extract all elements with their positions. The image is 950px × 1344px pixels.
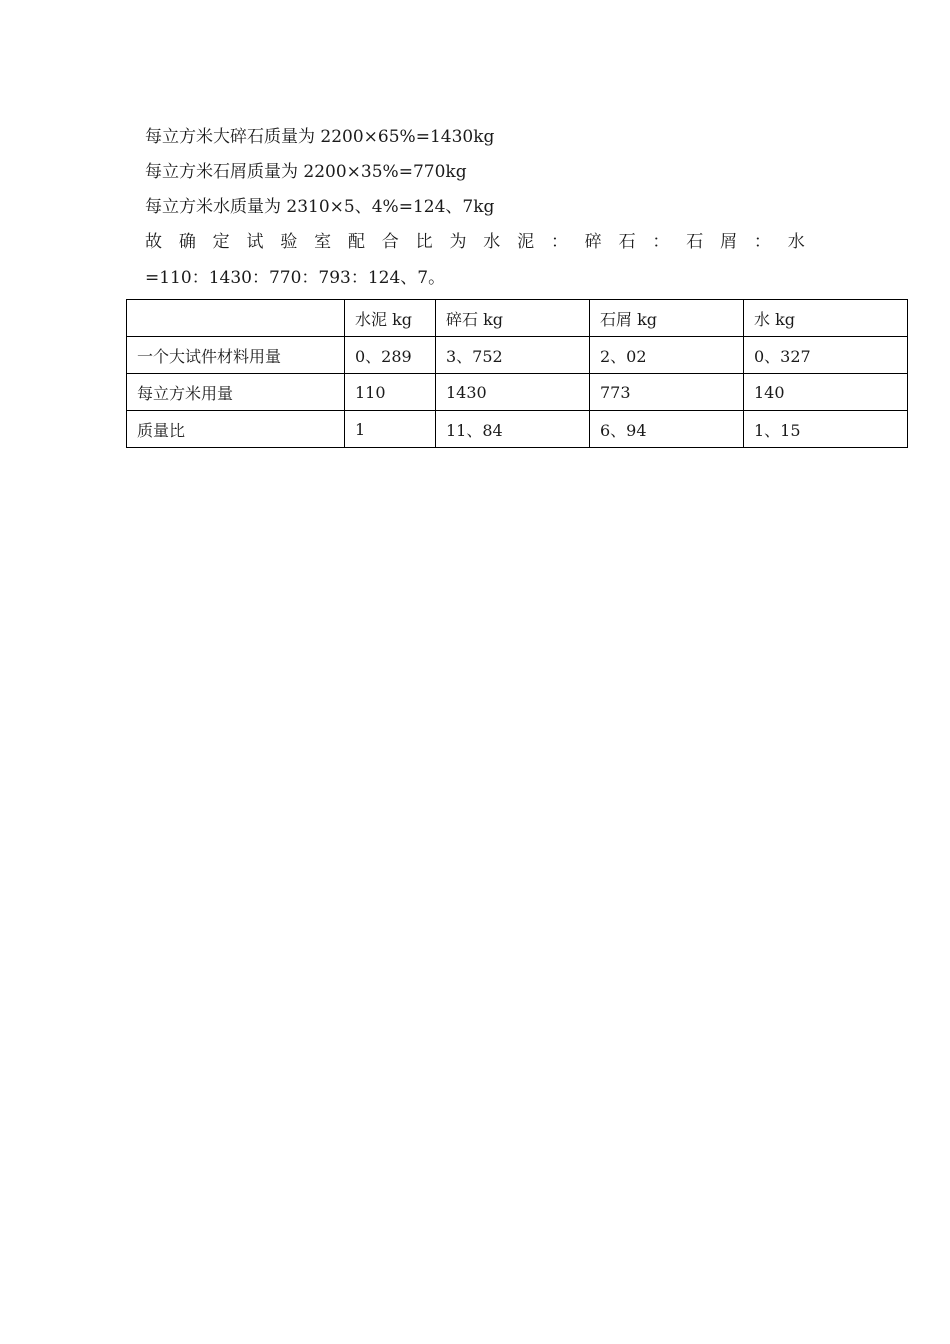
- text-water-mass: 每立方米水质量为 2310×5、4%=124、7kg: [145, 197, 495, 217]
- ratio-char: 验: [280, 232, 298, 252]
- ratio-char: 水: [483, 232, 501, 252]
- table-cell: 0、327: [744, 337, 908, 374]
- ratio-char: ：: [652, 232, 670, 252]
- header-cell-stone: 碎石 kg: [436, 300, 590, 337]
- header-cell-water: 水 kg: [744, 300, 908, 337]
- ratio-char: 石: [686, 232, 704, 252]
- table-cell: 110: [345, 374, 436, 411]
- ratio-char: 比: [415, 232, 433, 252]
- table-row: [127, 411, 908, 448]
- ratio-char: 配: [347, 232, 365, 252]
- table-cell: 1、15: [744, 411, 908, 448]
- ratio-char: 故: [145, 232, 162, 252]
- header-cell-chips: 石屑 kg: [590, 300, 744, 337]
- mix-proportion-table: [126, 299, 908, 448]
- ratio-char: 合: [381, 232, 399, 252]
- table-cell: 11、84: [436, 411, 590, 448]
- table-row: [127, 337, 908, 374]
- text-chip-mass: 每立方米石屑质量为 2200×35%=770kg: [145, 162, 467, 182]
- ratio-char: 屑: [720, 232, 738, 252]
- ratio-char: 确: [178, 232, 196, 252]
- ratio-char: ：: [753, 232, 771, 252]
- ratio-char: 定: [212, 232, 230, 252]
- ratio-char: 水: [787, 232, 805, 252]
- table-cell: 1430: [436, 374, 590, 411]
- header-cell-cement: 水泥 kg: [345, 300, 436, 337]
- ratio-char: 碎: [584, 232, 602, 252]
- ratio-char: 室: [314, 232, 332, 252]
- text-ratio-values: =110：1430：770：793：124、7。: [145, 268, 446, 288]
- table-cell: 3、752: [436, 337, 590, 374]
- text-stone-mass: 每立方米大碎石质量为 2200×65%=1430kg: [145, 127, 495, 147]
- table-cell: 773: [590, 374, 744, 411]
- table-header-row: [127, 300, 908, 337]
- row-label: 每立方米用量: [127, 374, 345, 411]
- row-label: 一个大试件材料用量: [127, 337, 345, 374]
- ratio-char: 泥: [517, 232, 535, 252]
- table-row: [127, 374, 908, 411]
- table-cell: 1: [345, 411, 436, 448]
- ratio-char: 为: [449, 232, 467, 252]
- ratio-char: 试: [246, 232, 264, 252]
- table-cell: 0、289: [345, 337, 436, 374]
- header-cell-blank: [127, 300, 345, 337]
- row-label: 质量比: [127, 411, 345, 448]
- table-cell: 140: [744, 374, 908, 411]
- ratio-char: ：: [550, 232, 568, 252]
- table-cell: 6、94: [590, 411, 744, 448]
- ratio-char: 石: [618, 232, 636, 252]
- table-cell: 2、02: [590, 337, 744, 374]
- text-ratio-label: [145, 230, 805, 254]
